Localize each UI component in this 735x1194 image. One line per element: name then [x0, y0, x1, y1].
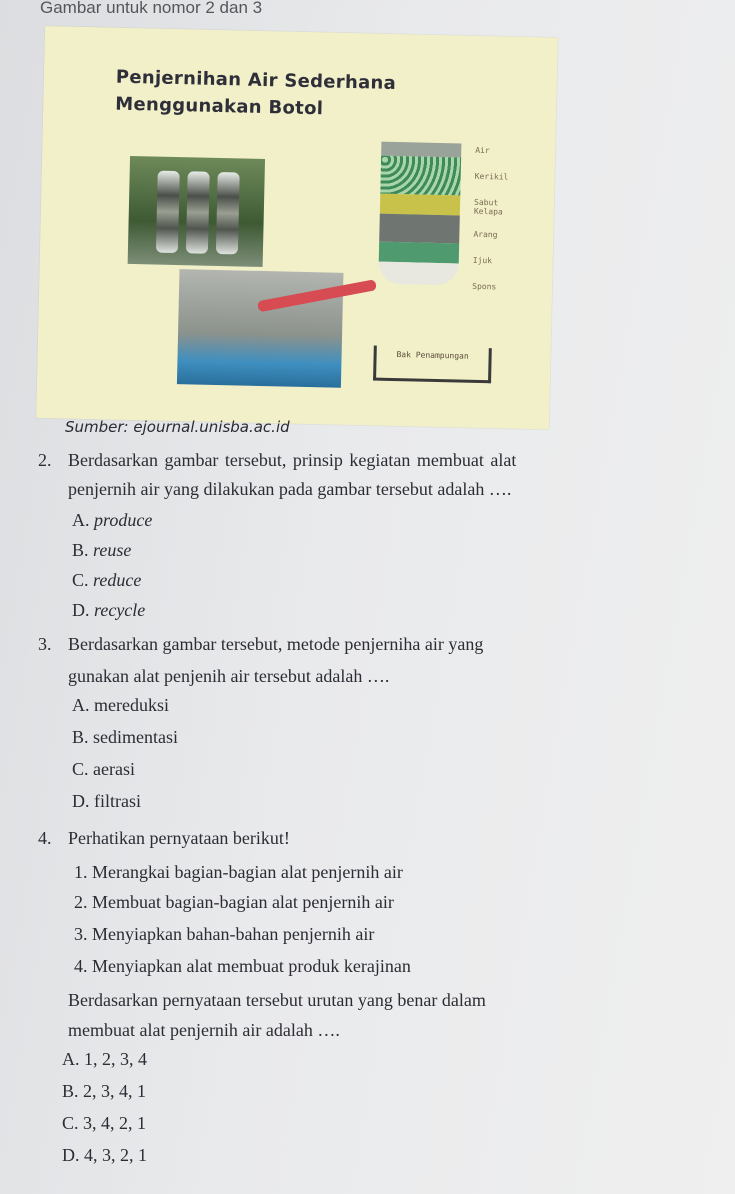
option-text: aerasi [93, 759, 135, 779]
question-4-option-b[interactable] [62, 1078, 146, 1104]
question-3-option-c[interactable] [72, 756, 135, 782]
option-letter: B. [72, 540, 89, 560]
figure-title-line2: Menggunakan Botol [115, 93, 324, 120]
question-2-line1: Berdasarkan gambar tersebut, prinsip kegiatan membuat alat [68, 450, 517, 470]
statement-4: 4. Menyiapkan alat membuat produk kerajinan [74, 956, 411, 976]
question-3-line1: Berdasarkan gambar tersebut, metode penjerniha air yang [68, 634, 484, 654]
label-sabut: Sabut Kelapa [473, 197, 503, 217]
figure-panel [36, 26, 558, 430]
bottle-image [186, 171, 210, 253]
question-3-option-b[interactable] [72, 724, 178, 750]
bak-penampungan [373, 346, 492, 384]
question-3-option-a[interactable] [72, 692, 169, 718]
question-4-option-c[interactable] [62, 1110, 146, 1136]
question-4-line1: Perhatikan pernyataan berikut! [68, 828, 290, 848]
option-text: 3, 4, 2, 1 [83, 1113, 147, 1133]
layer-kerikil [380, 156, 461, 196]
question-2-option-d[interactable] [72, 597, 145, 623]
bak-label: Bak Penampungan [396, 350, 469, 361]
question-3-number: 3. [38, 634, 52, 654]
option-text: reduce [93, 570, 142, 590]
option-letter: C. [72, 759, 89, 779]
figure-title-line1: Penjernihan Air Sederhana [115, 66, 397, 94]
option-letter: A. [72, 695, 90, 715]
option-letter: B. [72, 727, 89, 747]
question-2-option-c[interactable] [72, 567, 141, 593]
option-letter: A. [62, 1049, 80, 1069]
layer-spons [378, 262, 458, 286]
option-letter: C. [62, 1113, 79, 1133]
question-2-number: 2. [38, 450, 52, 470]
bottle-image [156, 171, 180, 253]
filter-diagram [372, 142, 509, 315]
bottles-photo [128, 156, 265, 267]
option-text: reuse [93, 540, 132, 560]
question-2-option-b[interactable] [72, 537, 131, 563]
option-letter: D. [72, 791, 90, 811]
option-letter: D. [72, 600, 90, 620]
question-2-line2: penjernih air yang dilakukan pada gambar tersebut adalah …. [68, 479, 512, 499]
question-3-line2: gunakan alat penjenih air tersebut adalah …. [68, 666, 390, 686]
option-letter: A. [72, 510, 90, 530]
option-text: recycle [94, 600, 146, 620]
statement-1: 1. Merangkai bagian-bagian alat penjernih air [74, 862, 403, 882]
layer-ijuk [379, 242, 459, 264]
question-2-option-a[interactable] [72, 507, 152, 533]
layer-arang [379, 214, 460, 244]
question-4-line3: membuat alat penjernih air adalah …. [68, 1020, 340, 1040]
question-4-option-a[interactable] [62, 1046, 147, 1072]
option-text: 4, 3, 2, 1 [84, 1145, 147, 1165]
option-text: produce [94, 510, 153, 530]
option-text: 1, 2, 3, 4 [84, 1049, 147, 1069]
label-arang: Arang [473, 229, 498, 240]
option-text: sedimentasi [93, 727, 178, 747]
label-air: Air [475, 145, 490, 156]
statement-3: 3. Menyiapkan bahan-bahan penjernih air [74, 924, 375, 944]
question-3-option-d[interactable] [72, 788, 141, 814]
option-text: 2, 3, 4, 1 [83, 1081, 147, 1101]
question-4-line2: Berdasarkan pernyataan tersebut urutan yang benar dalam [68, 990, 486, 1010]
bottle-image [216, 172, 240, 254]
figure-source: Sumber: ejournal.unisba.ac.id [65, 418, 290, 436]
option-letter: C. [72, 570, 89, 590]
label-spons: Spons [472, 281, 497, 292]
option-letter: D. [62, 1145, 80, 1165]
option-letter: B. [62, 1081, 79, 1101]
option-text: filtrasi [94, 791, 141, 811]
statement-2: 2. Membuat bagian-bagian alat penjernih air [74, 892, 394, 912]
option-text: mereduksi [94, 695, 169, 715]
layer-sabut [380, 194, 460, 216]
header-caption: Gambar untuk nomor 2 dan 3 [40, 0, 263, 17]
label-ijuk: Ijuk [472, 255, 493, 266]
question-4-option-d[interactable] [62, 1142, 147, 1168]
filter-setup-photo [177, 269, 344, 388]
label-kerikil: Kerikil [474, 171, 509, 182]
question-4-number: 4. [38, 828, 52, 848]
figure-title [115, 64, 396, 124]
